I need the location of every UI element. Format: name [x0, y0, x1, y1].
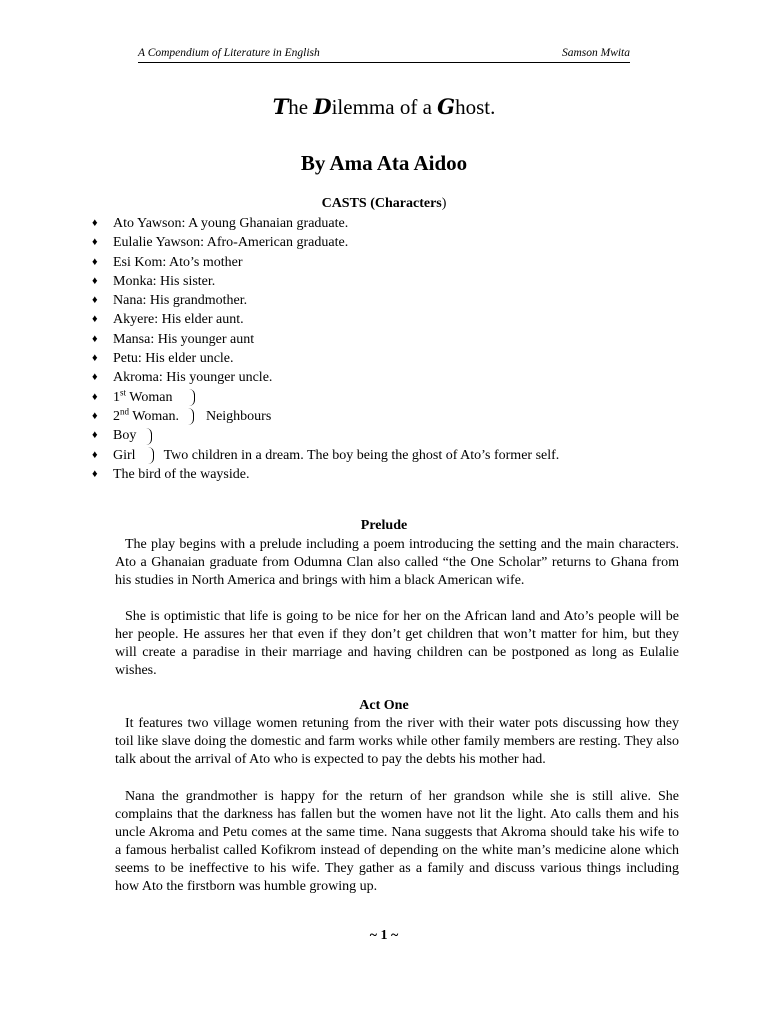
title-part-host: host. — [455, 95, 496, 119]
diamond-bullet-icon: ♦ — [92, 217, 98, 229]
play-title — [0, 94, 768, 120]
title-initial-t: T — [272, 94, 289, 119]
cast-item-boy: ♦ Boy — [92, 426, 692, 445]
diamond-bullet-icon: ♦ — [92, 313, 98, 326]
cast-heading: CASTS (Characters) — [321, 196, 447, 211]
cast-item: ♦ Mansa: His younger aunt — [92, 330, 692, 349]
act-one-heading: Act One — [359, 698, 409, 713]
children-note: Two children in a dream. The boy being the ghost of Ato’s former self. — [163, 447, 560, 463]
cast-item-first-woman: ♦ 1st Woman — [92, 388, 692, 407]
cast-item: ♦ Eulalie Yawson: Afro-American graduate. — [92, 233, 692, 252]
act-one-paragraph-1: It features two village women retuning from the river with their water pots discussing how they toil like slave doing the domestic and farm works while other family members are resting. They also talk about the arrival of Ato who is expected to pay the debts his mother had. — [115, 716, 679, 767]
diamond-bullet-icon: ♦ — [92, 467, 98, 480]
diamond-bullet-icon: ♦ — [92, 390, 98, 403]
diamond-bullet-icon: ♦ — [92, 429, 98, 442]
cast-item: ♦ Monka: His sister. — [92, 272, 692, 291]
cast-item: ♦ Akyere: His elder aunt. — [92, 310, 692, 329]
cast-item: ♦ Ato Yawson: A young Ghanaian graduate. — [92, 214, 692, 233]
diamond-bullet-icon: ♦ — [92, 371, 98, 384]
cast-item: ♦ Akroma: His younger uncle. — [92, 368, 692, 387]
cast-item-girl: ♦ Girl Two children in a dream. The boy being the ghost of Ato’s former self. — [92, 446, 692, 465]
diamond-bullet-icon: ♦ — [92, 409, 98, 422]
running-header — [138, 46, 630, 63]
brace-icon — [145, 447, 154, 464]
diamond-bullet-icon: ♦ — [92, 332, 98, 345]
brace-icon — [185, 408, 194, 425]
cast-list — [92, 214, 692, 484]
diamond-bullet-icon: ♦ — [92, 352, 98, 365]
act-one-paragraph-2: Nana the grandmother is happy for the return of her grandson while she is still alive. She complains that the darkness has fallen but the women have not lit the light. Ato calls them and his uncle Akroma and Petu comes at the same time. Nana suggests that Akroma should take his wife to a famous herbalist called Kofikrom instead of depending on the white man’s medicine alone which seems to be ineffective to his wife. They gather as a family and discuss various things including how Ato the firstborn was humble growing up. — [115, 789, 679, 894]
prelude-paragraph-1: The play begins with a prelude including a poem introducing the setting and the main characters. Ato a Ghanaian graduate from Odumna Clan also called “the One Scholar” returns to Ghana from his studies in North America and brings with him a black American wife. — [115, 537, 679, 588]
title-part-ilemma: ilemma of a — [331, 95, 438, 119]
header-author: Samson Mwita — [561, 47, 630, 59]
cast-item: ♦ The bird of the wayside. — [92, 465, 692, 484]
brace-icon — [186, 389, 195, 406]
title-initial-g: G — [437, 94, 456, 119]
cast-item: ♦ Esi Kom: Ato’s mother — [92, 253, 692, 272]
title-part-he: he — [288, 95, 314, 119]
diamond-bullet-icon: ♦ — [92, 294, 98, 307]
page-number: ~ 1 ~ — [369, 928, 399, 943]
cast-item: ♦ Nana: His grandmother. — [92, 291, 692, 310]
brace-icon — [143, 428, 152, 445]
cast-item: ♦ Petu: His elder uncle. — [92, 349, 692, 368]
diamond-bullet-icon: ♦ — [92, 236, 98, 249]
cast-item-second-woman: ♦ 2nd Woman. Neighbours — [92, 407, 692, 426]
diamond-bullet-icon: ♦ — [92, 274, 98, 287]
header-book-title: A Compendium of Literature in English — [138, 47, 320, 59]
prelude-heading: Prelude — [360, 518, 408, 533]
prelude-paragraph-2: She is optimistic that life is going to be nice for her on the African land and Ato’s people will be her people. He assures her that even if they don’t get children that won’t matter for him, but they will create a paradise in their marriage and having children can be postponed as long as Eulalie wishes. — [115, 609, 679, 678]
diamond-bullet-icon: ♦ — [92, 448, 98, 461]
play-author: By Ama Ata Aidoo — [300, 151, 468, 175]
diamond-bullet-icon: ♦ — [92, 255, 98, 268]
neighbours-note: Neighbours — [205, 408, 272, 424]
title-initial-d: D — [313, 94, 332, 119]
